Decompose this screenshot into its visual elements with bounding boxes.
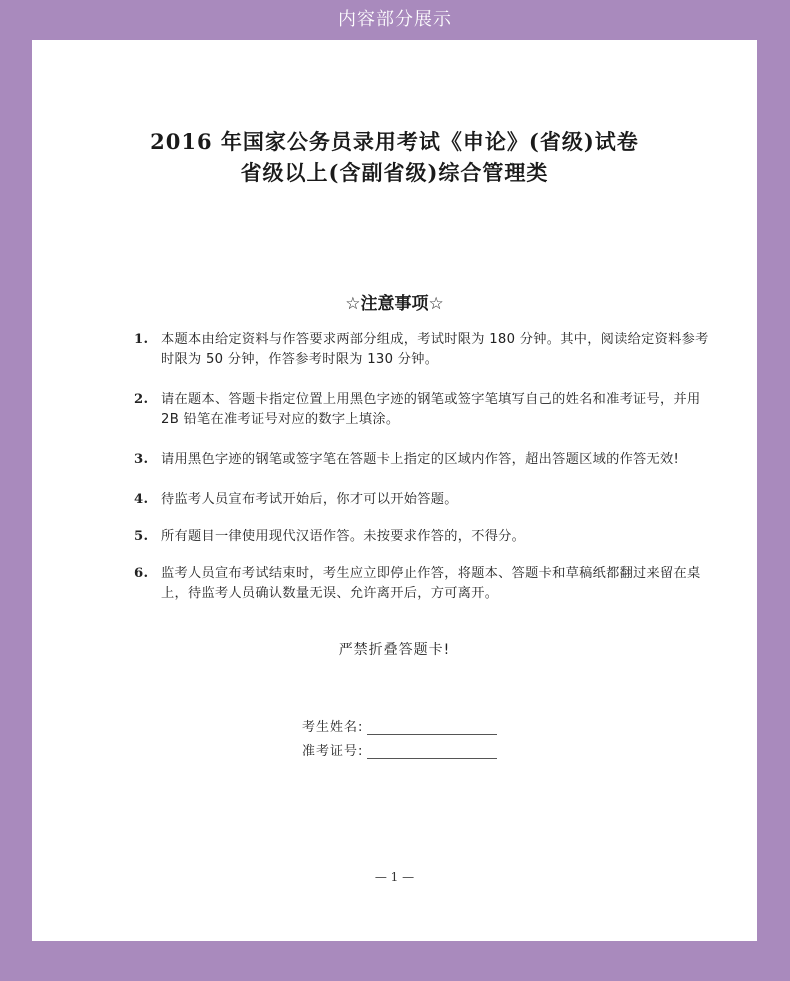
notice-item-text: 请在题本、答题卡指定位置上用黑色字迹的钢笔或签字笔填写自己的姓名和准考证号，并用 2B 铅笔在准考证号对应的数字上填涂。: [161, 392, 701, 427]
admission-number-blank: [367, 744, 497, 759]
candidate-name-field: [302, 716, 497, 735]
notice-item: [134, 490, 714, 510]
banner: [0, 0, 790, 40]
notice-item-number: 3.: [134, 452, 149, 467]
notice-item-number: 5.: [134, 529, 149, 544]
notice-item: [134, 450, 714, 470]
notice-item: [134, 330, 714, 370]
warning-text: 严禁折叠答题卡!: [338, 642, 451, 658]
document-title: 2016 年国家公务员录用考试《申论》(省级)试卷: [150, 129, 639, 154]
notice-list: [134, 330, 714, 624]
notice-item-text: 待监考人员宣布考试开始后，你才可以开始答题。: [161, 492, 458, 507]
notice-item-number: 6.: [134, 566, 149, 581]
document-subtitle: 省级以上(含副省级)综合管理类: [240, 160, 549, 185]
star-icon: ☆: [428, 294, 444, 314]
page-number: — 1 —: [374, 870, 415, 884]
notice-item-number: 1.: [134, 332, 149, 347]
notice-heading: [32, 289, 757, 314]
notice-item: [134, 527, 714, 547]
notice-heading-text: 注意事项: [360, 294, 429, 314]
notice-item: [134, 564, 714, 604]
notice-item-number: 2.: [134, 392, 149, 407]
notice-item-text: 本题本由给定资料与作答要求两部分组成，考试时限为 180 分钟。其中，阅读给定资料参考时限为 50 分钟，作答参考时限为 130 分钟。: [161, 332, 709, 367]
star-icon: ☆: [345, 294, 361, 314]
notice-item-text: 所有题目一律使用现代汉语作答。未按要求作答的，不得分。: [161, 529, 526, 544]
notice-item-text: 监考人员宣布考试结束时，考生应立即停止作答，将题本、答题卡和草稿纸都翻过来留在桌上，待监考人员确认数量无误、允许离开后，方可离开。: [161, 566, 701, 601]
notice-item: [134, 390, 714, 430]
notice-item-text: 请用黑色字迹的钢笔或签字笔在答题卡上指定的区域内作答，超出答题区域的作答无效!: [161, 452, 680, 467]
document-page: [32, 40, 757, 941]
banner-title: 内容部分展示: [338, 9, 452, 30]
candidate-name-blank: [367, 720, 497, 735]
candidate-name-label: 考生姓名:: [302, 720, 364, 735]
admission-number-label: 准考证号:: [302, 744, 364, 759]
admission-number-field: [302, 740, 497, 759]
notice-item-number: 4.: [134, 492, 149, 507]
